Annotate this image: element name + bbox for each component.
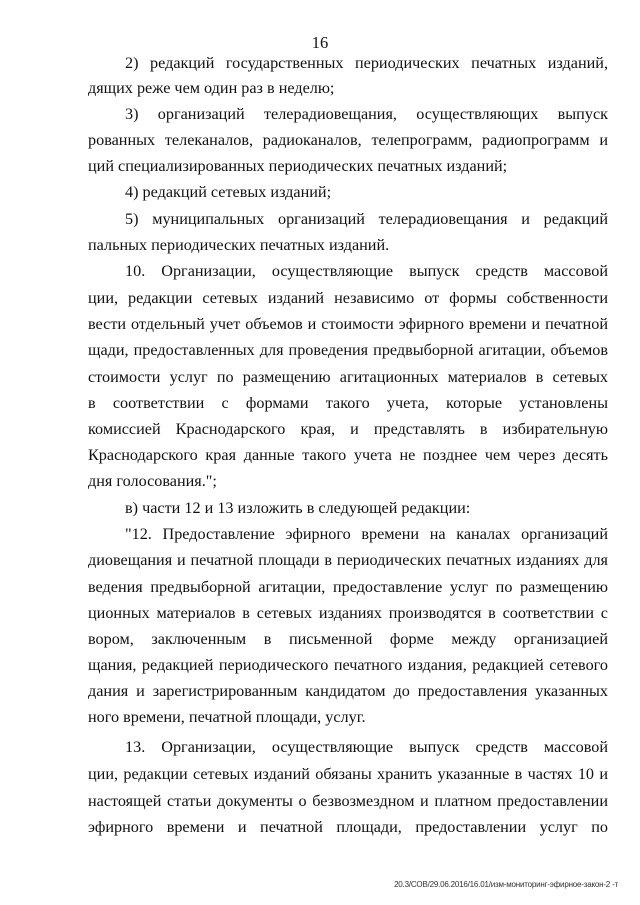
text-line: "12. Предоставление эфирного времени на каналах организаций <box>125 525 608 543</box>
text-line: щади, предоставленных для проведения предвыборной агитации, объемов <box>88 341 608 359</box>
text-line: 10. Организации, осуществляющие выпуск средств массовой <box>125 262 608 280</box>
text-line: пальных периодических печатных изданий. <box>88 236 390 254</box>
text-line: ного времени, печатной площади, услуг. <box>88 708 366 726</box>
text-line: вором, заключенным в письменной форме между организацией <box>88 630 608 648</box>
text-line: 13. Организации, осуществляющие выпуск средств массовой <box>125 738 608 756</box>
footer-file-reference: 20.3/COB/29.06.2016/16.01/изм-мониторинг-эфирное-закон-2 -т <box>394 880 618 889</box>
text-line: ционных материалов в сетевых изданиях производятся в соответствии с <box>88 604 608 622</box>
page-number: 16 <box>311 33 329 52</box>
text-line: вести отдельный учет объемов и стоимости эфирного времени и печатной <box>88 315 608 333</box>
text-line: стоимости услуг по размещению агитационных материалов в сетевых <box>88 368 608 386</box>
text-line: в) части 12 и 13 изложить в следующей редакции: <box>125 499 471 517</box>
text-line: дня голосования."; <box>88 472 217 490</box>
text-line: 2) редакций государственных периодических печатных изданий, <box>125 54 608 72</box>
text-line: Краснодарского края данные такого учета не позднее чем через десять <box>88 446 608 464</box>
text-line: 3) организаций телерадиовещания, осуществляющих выпуск <box>125 105 608 123</box>
text-line: 4) редакций сетевых изданий; <box>125 183 332 201</box>
text-line: диовещания и печатной площади в периодических печатных изданиях для <box>88 551 608 569</box>
text-line: дания и зарегистрированным кандидатом до предоставления указанных <box>88 682 608 700</box>
text-line: ведения предвыборной агитации, предоставление услуг по размещению <box>88 578 608 596</box>
text-line: настоящей статьи документы о безвозмездном и платном предоставлении <box>88 792 608 810</box>
text-line: комиссией Краснодарского края, и представлять в избирательную <box>88 420 608 438</box>
text-line: щания, редакцией периодического печатного издания, редакцией сетевого <box>88 656 608 674</box>
text-line: рованных телеканалов, радиоканалов, телепрограмм, радиопрограмм и <box>88 131 608 149</box>
text-line: эфирного времени и печатной площади, предоставлении услуг по <box>88 818 608 836</box>
text-line: дящих реже чем один раз в неделю; <box>88 79 335 97</box>
text-line: 5) муниципальных организаций телерадиовещания и редакций <box>125 210 608 228</box>
text-line: ции, редакции сетевых изданий независимо от формы собственности <box>88 289 608 307</box>
text-line: ции, редакции сетевых изданий обязаны хранить указанные в частях 10 и <box>88 765 608 783</box>
text-line: ций специализированных периодических печатных изданий; <box>88 157 508 175</box>
text-line: в соответствии с формами такого учета, которые установлены <box>88 394 608 412</box>
